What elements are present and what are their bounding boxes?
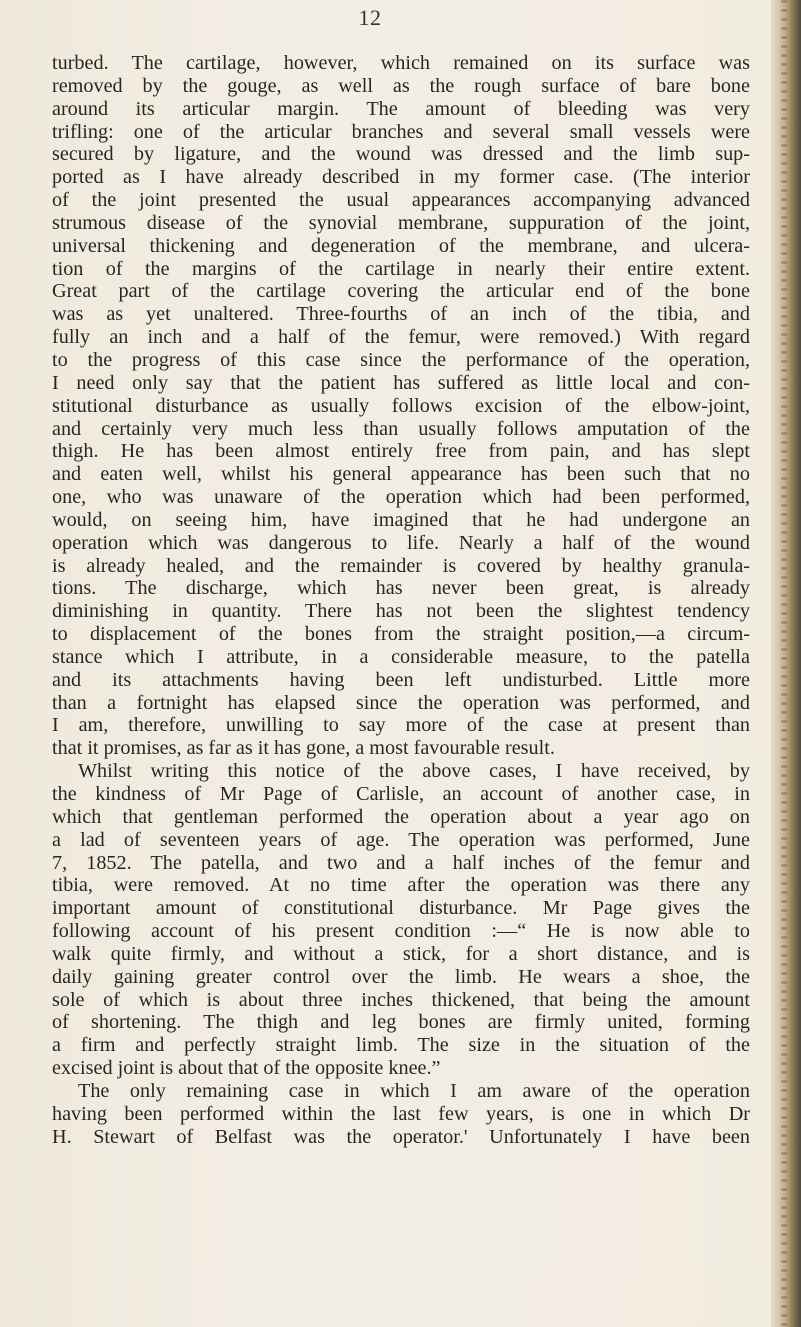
text-line: that it promises, as far as it has gone, a most favourable result. — [52, 737, 555, 760]
text-line: is already healed, and the remainder is covered by healthy granula- — [52, 554, 750, 577]
text-line: which that gentleman performed the operation about a year ago on — [52, 805, 750, 828]
text-line: around its articular margin. The amount of bleeding was very — [52, 97, 750, 120]
text-line: and certainly very much less than usually follows amputation of the — [52, 417, 750, 440]
text-line: tibia, were removed. At no time after the operation was there any — [52, 874, 750, 897]
text-line: Whilst writing this notice of the above cases, I have received, by — [78, 760, 750, 783]
text-line: walk quite firmly, and without a stick, for a short distance, and is — [52, 942, 750, 965]
text-line: of the joint presented the usual appearances accompanying advanced — [52, 189, 750, 212]
text-line: fully an inch and a half of the femur, were removed.) With regard — [52, 326, 750, 349]
text-line: operation which was dangerous to life. Nearly a half of the wound — [52, 531, 750, 554]
text-line: Great part of the cartilage covering the articular end of the bone — [52, 280, 750, 303]
text-line: sole of which is about three inches thickened, that being the amount — [52, 988, 750, 1011]
body-text — [52, 52, 750, 1149]
text-line: a lad of seventeen years of age. The operation was performed, June — [52, 828, 750, 851]
text-line: of shortening. The thigh and leg bones are firmly united, forming — [52, 1011, 750, 1034]
text-line: important amount of constitutional disturbance. Mr Page gives the — [52, 897, 750, 920]
text-line: to the progress of this case since the performance of the operation, — [52, 348, 750, 371]
text-line: one, who was unaware of the operation which had been performed, — [52, 486, 750, 509]
text-line: I need only say that the patient has suffered as little local and con- — [52, 371, 750, 394]
text-line: thigh. He has been almost entirely free from pain, and has slept — [52, 440, 750, 463]
text-line: secured by ligature, and the wound was dressed and the limb sup- — [52, 143, 750, 166]
text-line: trifling: one of the articular branches and several small vessels were — [52, 120, 750, 143]
text-line: turbed. The cartilage, however, which remained on its surface was — [52, 52, 750, 74]
text-line: would, on seeing him, have imagined that he had undergone an — [52, 508, 750, 531]
text-line: removed by the gouge, as well as the rough surface of bare bone — [52, 74, 750, 97]
text-line: diminishing in quantity. There has not been the slightest tendency — [52, 600, 750, 623]
text-line: The only remaining case in which I am aware of the operation — [78, 1079, 750, 1102]
text-line: and its attachments having been left undisturbed. Little more — [52, 668, 750, 691]
text-line: ported as I have already described in my former case. (The interior — [52, 166, 750, 189]
text-line: I am, therefore, unwilling to say more of the case at present than — [52, 714, 750, 737]
text-line: to displacement of the bones from the straight position,—a circum- — [52, 623, 750, 646]
text-line: H. Stewart of Belfast was the operator.' Unfortunately I have been — [52, 1125, 750, 1148]
text-line: 7, 1852. The patella, and two and a half inches of the femur and — [52, 851, 750, 874]
text-line: was as yet unaltered. Three-fourths of an inch of the tibia, and — [52, 303, 750, 326]
text-line: universal thickening and degeneration of the membrane, and ulcera- — [52, 234, 750, 257]
text-line: a firm and perfectly straight limb. The size in the situation of the — [52, 1034, 750, 1057]
book-binding-edge — [771, 0, 801, 1327]
text-line: stance which I attribute, in a considerable measure, to the patella — [52, 645, 750, 668]
text-line: having been performed within the last few years, is one in which Dr — [52, 1102, 750, 1125]
text-line: and eaten well, whilst his general appearance has been such that no — [52, 463, 750, 486]
text-line: the kindness of Mr Page of Carlisle, an account of another case, in — [52, 783, 750, 805]
text-line: than a fortnight has elapsed since the operation was performed, and — [52, 691, 750, 714]
text-line: strumous disease of the synovial membrane, suppuration of the joint, — [52, 211, 750, 234]
text-line: excised joint is about that of the opposite knee.” — [52, 1057, 441, 1080]
text-line: tion of the margins of the cartilage in nearly their entire extent. — [52, 257, 750, 280]
text-line: stitutional disturbance as usually follows excision of the elbow-joint, — [52, 394, 750, 417]
page-number: 12 — [358, 5, 382, 30]
text-line: following account of his present condition :—“ He is now able to — [52, 920, 750, 943]
text-line: tions. The discharge, which has never been great, is already — [52, 577, 750, 600]
text-line: daily gaining greater control over the limb. He wears a shoe, the — [52, 965, 750, 988]
